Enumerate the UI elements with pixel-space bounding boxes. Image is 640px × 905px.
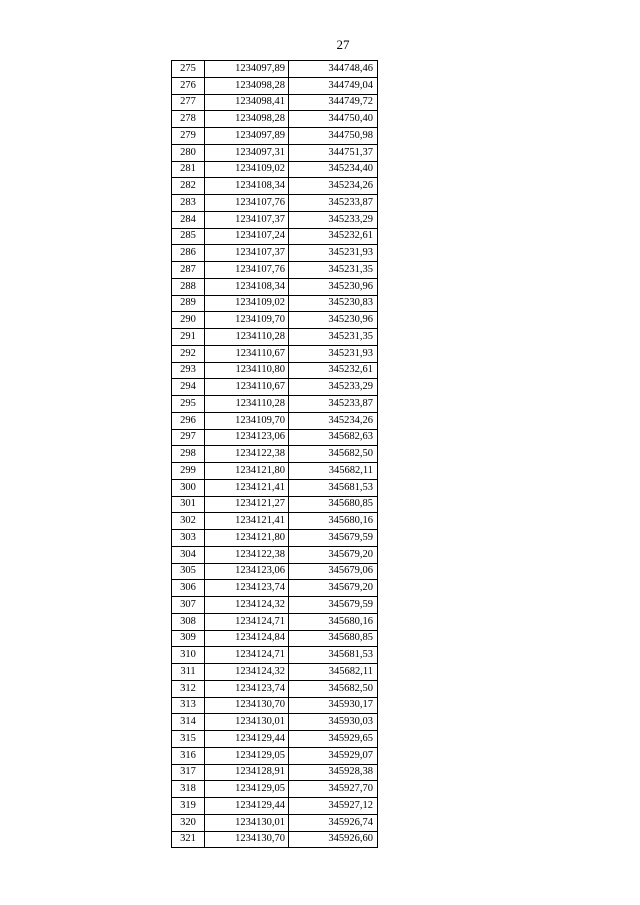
table-row bbox=[172, 747, 378, 764]
y-coordinate-cell: 345231,35 bbox=[289, 329, 378, 346]
x-coordinate-cell: 1234129,05 bbox=[205, 747, 289, 764]
x-coordinate-cell: 1234122,38 bbox=[205, 446, 289, 463]
y-coordinate-cell: 345231,93 bbox=[289, 245, 378, 262]
y-coordinate-cell: 345682,50 bbox=[289, 680, 378, 697]
y-coordinate-cell: 344748,46 bbox=[289, 61, 378, 78]
x-coordinate-cell: 1234107,76 bbox=[205, 262, 289, 279]
point-number-cell: 302 bbox=[172, 513, 205, 530]
x-coordinate-cell: 1234130,70 bbox=[205, 831, 289, 848]
x-coordinate-cell: 1234098,41 bbox=[205, 94, 289, 111]
x-coordinate-cell: 1234130,01 bbox=[205, 714, 289, 731]
table-row bbox=[172, 530, 378, 547]
x-coordinate-cell: 1234121,80 bbox=[205, 530, 289, 547]
y-coordinate-cell: 345679,20 bbox=[289, 546, 378, 563]
y-coordinate-cell: 344751,37 bbox=[289, 144, 378, 161]
x-coordinate-cell: 1234110,28 bbox=[205, 329, 289, 346]
point-number-cell: 299 bbox=[172, 463, 205, 480]
table-row bbox=[172, 479, 378, 496]
table-row bbox=[172, 329, 378, 346]
page-number: 27 bbox=[336, 37, 350, 52]
table-row bbox=[172, 94, 378, 111]
x-coordinate-cell: 1234107,37 bbox=[205, 245, 289, 262]
x-coordinate-cell: 1234110,80 bbox=[205, 362, 289, 379]
y-coordinate-cell: 345230,96 bbox=[289, 278, 378, 295]
point-number-cell: 294 bbox=[172, 379, 205, 396]
y-coordinate-cell: 345233,29 bbox=[289, 211, 378, 228]
point-number-cell: 276 bbox=[172, 77, 205, 94]
point-number-cell: 315 bbox=[172, 731, 205, 748]
y-coordinate-cell: 345680,16 bbox=[289, 613, 378, 630]
point-number-cell: 316 bbox=[172, 747, 205, 764]
point-number-cell: 284 bbox=[172, 211, 205, 228]
y-coordinate-cell: 345682,50 bbox=[289, 446, 378, 463]
x-coordinate-cell: 1234123,74 bbox=[205, 580, 289, 597]
point-number-cell: 290 bbox=[172, 312, 205, 329]
table-row bbox=[172, 362, 378, 379]
point-number-cell: 318 bbox=[172, 781, 205, 798]
y-coordinate-cell: 345682,11 bbox=[289, 664, 378, 681]
x-coordinate-cell: 1234108,34 bbox=[205, 278, 289, 295]
y-coordinate-cell: 344750,40 bbox=[289, 111, 378, 128]
y-coordinate-cell: 344749,72 bbox=[289, 94, 378, 111]
y-coordinate-cell: 345680,16 bbox=[289, 513, 378, 530]
x-coordinate-cell: 1234122,38 bbox=[205, 546, 289, 563]
x-coordinate-cell: 1234098,28 bbox=[205, 111, 289, 128]
y-coordinate-cell: 345929,07 bbox=[289, 747, 378, 764]
point-number-cell: 291 bbox=[172, 329, 205, 346]
point-number-cell: 317 bbox=[172, 764, 205, 781]
x-coordinate-cell: 1234129,44 bbox=[205, 731, 289, 748]
y-coordinate-cell: 345233,87 bbox=[289, 195, 378, 212]
y-coordinate-cell: 345927,12 bbox=[289, 798, 378, 815]
point-number-cell: 319 bbox=[172, 798, 205, 815]
point-number-cell: 280 bbox=[172, 144, 205, 161]
table-row bbox=[172, 714, 378, 731]
coordinates-table-body bbox=[172, 61, 378, 848]
y-coordinate-cell: 345926,74 bbox=[289, 814, 378, 831]
y-coordinate-cell: 345680,85 bbox=[289, 630, 378, 647]
point-number-cell: 295 bbox=[172, 396, 205, 413]
table-row bbox=[172, 128, 378, 145]
y-coordinate-cell: 345679,06 bbox=[289, 563, 378, 580]
table-row bbox=[172, 580, 378, 597]
table-row bbox=[172, 680, 378, 697]
x-coordinate-cell: 1234121,41 bbox=[205, 479, 289, 496]
table-row bbox=[172, 77, 378, 94]
x-coordinate-cell: 1234129,05 bbox=[205, 781, 289, 798]
table-row bbox=[172, 412, 378, 429]
point-number-cell: 304 bbox=[172, 546, 205, 563]
table-row bbox=[172, 278, 378, 295]
point-number-cell: 277 bbox=[172, 94, 205, 111]
x-coordinate-cell: 1234130,70 bbox=[205, 697, 289, 714]
x-coordinate-cell: 1234124,32 bbox=[205, 664, 289, 681]
table-row bbox=[172, 262, 378, 279]
table-row bbox=[172, 697, 378, 714]
y-coordinate-cell: 345926,60 bbox=[289, 831, 378, 848]
table-row bbox=[172, 563, 378, 580]
y-coordinate-cell: 345234,26 bbox=[289, 412, 378, 429]
point-number-cell: 275 bbox=[172, 61, 205, 78]
point-number-cell: 281 bbox=[172, 161, 205, 178]
x-coordinate-cell: 1234110,67 bbox=[205, 379, 289, 396]
table-row bbox=[172, 295, 378, 312]
x-coordinate-cell: 1234110,67 bbox=[205, 345, 289, 362]
x-coordinate-cell: 1234124,32 bbox=[205, 597, 289, 614]
y-coordinate-cell: 344749,04 bbox=[289, 77, 378, 94]
y-coordinate-cell: 345233,87 bbox=[289, 396, 378, 413]
point-number-cell: 293 bbox=[172, 362, 205, 379]
table-row bbox=[172, 111, 378, 128]
table-row bbox=[172, 798, 378, 815]
x-coordinate-cell: 1234107,24 bbox=[205, 228, 289, 245]
table-row bbox=[172, 613, 378, 630]
x-coordinate-cell: 1234123,06 bbox=[205, 563, 289, 580]
point-number-cell: 308 bbox=[172, 613, 205, 630]
table-row bbox=[172, 195, 378, 212]
x-coordinate-cell: 1234109,70 bbox=[205, 312, 289, 329]
x-coordinate-cell: 1234108,34 bbox=[205, 178, 289, 195]
table-row bbox=[172, 496, 378, 513]
x-coordinate-cell: 1234121,80 bbox=[205, 463, 289, 480]
y-coordinate-cell: 345679,20 bbox=[289, 580, 378, 597]
point-number-cell: 282 bbox=[172, 178, 205, 195]
point-number-cell: 321 bbox=[172, 831, 205, 848]
x-coordinate-cell: 1234109,02 bbox=[205, 161, 289, 178]
point-number-cell: 306 bbox=[172, 580, 205, 597]
x-coordinate-cell: 1234110,28 bbox=[205, 396, 289, 413]
point-number-cell: 286 bbox=[172, 245, 205, 262]
point-number-cell: 309 bbox=[172, 630, 205, 647]
point-number-cell: 292 bbox=[172, 345, 205, 362]
x-coordinate-cell: 1234121,27 bbox=[205, 496, 289, 513]
x-coordinate-cell: 1234124,71 bbox=[205, 647, 289, 664]
table-row bbox=[172, 630, 378, 647]
y-coordinate-cell: 345234,40 bbox=[289, 161, 378, 178]
point-number-cell: 300 bbox=[172, 479, 205, 496]
y-coordinate-cell: 345233,29 bbox=[289, 379, 378, 396]
point-number-cell: 279 bbox=[172, 128, 205, 145]
x-coordinate-cell: 1234129,44 bbox=[205, 798, 289, 815]
y-coordinate-cell: 345679,59 bbox=[289, 530, 378, 547]
x-coordinate-cell: 1234097,31 bbox=[205, 144, 289, 161]
point-number-cell: 314 bbox=[172, 714, 205, 731]
table-row bbox=[172, 546, 378, 563]
y-coordinate-cell: 345231,93 bbox=[289, 345, 378, 362]
table-row bbox=[172, 664, 378, 681]
table-row bbox=[172, 597, 378, 614]
table-row bbox=[172, 61, 378, 78]
table-row bbox=[172, 764, 378, 781]
point-number-cell: 287 bbox=[172, 262, 205, 279]
x-coordinate-cell: 1234130,01 bbox=[205, 814, 289, 831]
y-coordinate-cell: 345232,61 bbox=[289, 362, 378, 379]
table-row bbox=[172, 245, 378, 262]
point-number-cell: 312 bbox=[172, 680, 205, 697]
x-coordinate-cell: 1234109,02 bbox=[205, 295, 289, 312]
y-coordinate-cell: 345930,17 bbox=[289, 697, 378, 714]
point-number-cell: 297 bbox=[172, 429, 205, 446]
table-row bbox=[172, 144, 378, 161]
y-coordinate-cell: 345682,11 bbox=[289, 463, 378, 480]
table-row bbox=[172, 513, 378, 530]
point-number-cell: 289 bbox=[172, 295, 205, 312]
y-coordinate-cell: 345929,65 bbox=[289, 731, 378, 748]
point-number-cell: 310 bbox=[172, 647, 205, 664]
y-coordinate-cell: 345682,63 bbox=[289, 429, 378, 446]
y-coordinate-cell: 345231,35 bbox=[289, 262, 378, 279]
x-coordinate-cell: 1234124,71 bbox=[205, 613, 289, 630]
point-number-cell: 313 bbox=[172, 697, 205, 714]
table-row bbox=[172, 781, 378, 798]
table-row bbox=[172, 228, 378, 245]
y-coordinate-cell: 345232,61 bbox=[289, 228, 378, 245]
table-row bbox=[172, 396, 378, 413]
point-number-cell: 298 bbox=[172, 446, 205, 463]
x-coordinate-cell: 1234107,37 bbox=[205, 211, 289, 228]
point-number-cell: 278 bbox=[172, 111, 205, 128]
table-row bbox=[172, 429, 378, 446]
point-number-cell: 320 bbox=[172, 814, 205, 831]
x-coordinate-cell: 1234098,28 bbox=[205, 77, 289, 94]
point-number-cell: 303 bbox=[172, 530, 205, 547]
table-row bbox=[172, 345, 378, 362]
x-coordinate-cell: 1234107,76 bbox=[205, 195, 289, 212]
y-coordinate-cell: 345681,53 bbox=[289, 647, 378, 664]
x-coordinate-cell: 1234124,84 bbox=[205, 630, 289, 647]
y-coordinate-cell: 345927,70 bbox=[289, 781, 378, 798]
table-row bbox=[172, 814, 378, 831]
table-row bbox=[172, 446, 378, 463]
table-row bbox=[172, 463, 378, 480]
y-coordinate-cell: 345681,53 bbox=[289, 479, 378, 496]
y-coordinate-cell: 345230,96 bbox=[289, 312, 378, 329]
y-coordinate-cell: 345679,59 bbox=[289, 597, 378, 614]
point-number-cell: 305 bbox=[172, 563, 205, 580]
y-coordinate-cell: 345930,03 bbox=[289, 714, 378, 731]
point-number-cell: 283 bbox=[172, 195, 205, 212]
y-coordinate-cell: 345230,83 bbox=[289, 295, 378, 312]
point-number-cell: 296 bbox=[172, 412, 205, 429]
x-coordinate-cell: 1234097,89 bbox=[205, 128, 289, 145]
table-row bbox=[172, 379, 378, 396]
x-coordinate-cell: 1234121,41 bbox=[205, 513, 289, 530]
table-row bbox=[172, 831, 378, 848]
point-number-cell: 311 bbox=[172, 664, 205, 681]
table-row bbox=[172, 161, 378, 178]
x-coordinate-cell: 1234123,06 bbox=[205, 429, 289, 446]
point-number-cell: 285 bbox=[172, 228, 205, 245]
y-coordinate-cell: 345928,38 bbox=[289, 764, 378, 781]
table-row bbox=[172, 178, 378, 195]
y-coordinate-cell: 345234,26 bbox=[289, 178, 378, 195]
point-number-cell: 301 bbox=[172, 496, 205, 513]
x-coordinate-cell: 1234109,70 bbox=[205, 412, 289, 429]
point-number-cell: 307 bbox=[172, 597, 205, 614]
table-row bbox=[172, 731, 378, 748]
x-coordinate-cell: 1234123,74 bbox=[205, 680, 289, 697]
coordinates-table bbox=[171, 60, 378, 848]
y-coordinate-cell: 344750,98 bbox=[289, 128, 378, 145]
table-row bbox=[172, 211, 378, 228]
point-number-cell: 288 bbox=[172, 278, 205, 295]
table-row bbox=[172, 647, 378, 664]
x-coordinate-cell: 1234128,91 bbox=[205, 764, 289, 781]
y-coordinate-cell: 345680,85 bbox=[289, 496, 378, 513]
table-row bbox=[172, 312, 378, 329]
x-coordinate-cell: 1234097,89 bbox=[205, 61, 289, 78]
